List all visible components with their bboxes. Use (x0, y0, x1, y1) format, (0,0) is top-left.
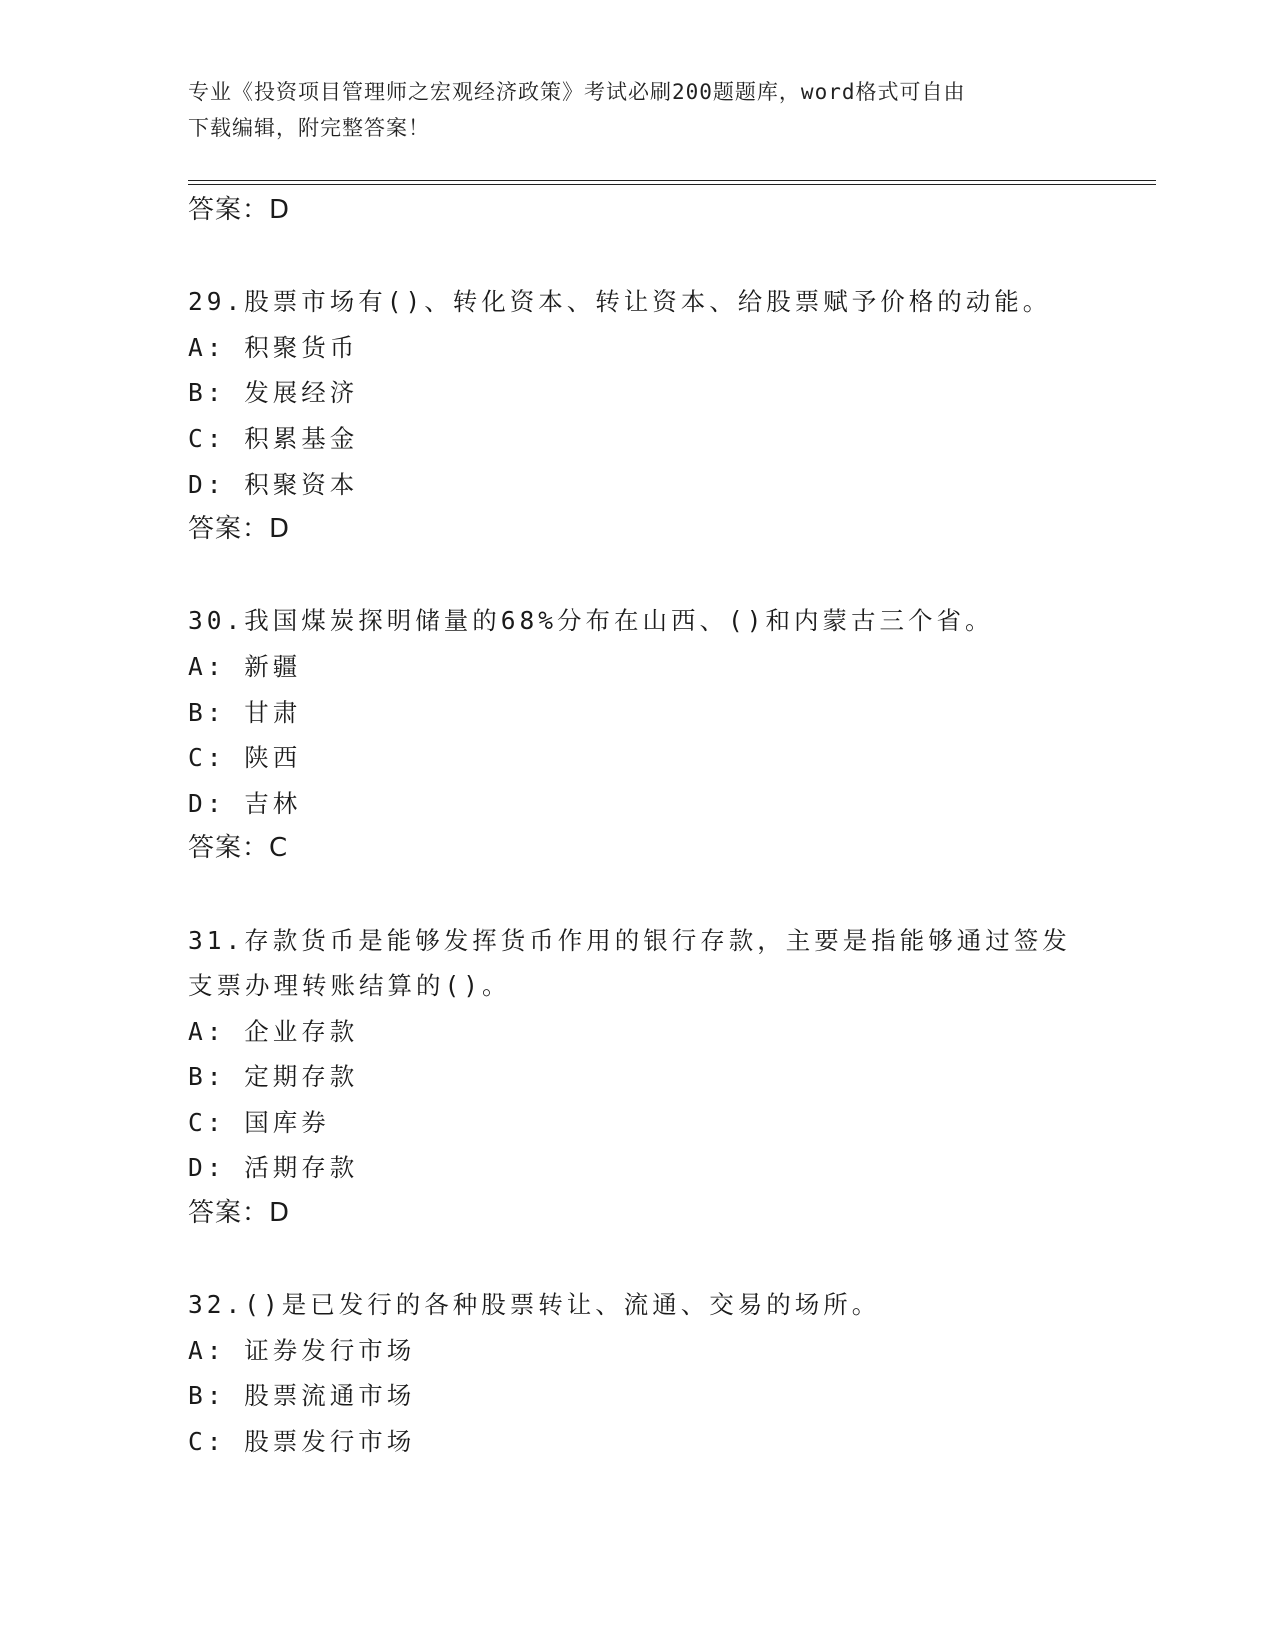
option-a: A: 积聚货币 (188, 332, 359, 362)
previous-answer: 答案：D (188, 195, 291, 225)
question-stem: 32.()是已发行的各种股票转让、流通、交易的场所。 (188, 1290, 881, 1320)
question-block (188, 279, 1088, 553)
spacer (188, 1237, 1088, 1283)
option-b: B: 定期存款 (188, 1062, 359, 1092)
option-d: D: 吉林 (188, 788, 302, 818)
header-line-1: 专业《投资项目管理师之宏观经济政策》考试必刷200题题库，word格式可自由 (188, 80, 966, 104)
question-list (188, 188, 1088, 1465)
option-b: B: 股票流通市场 (188, 1381, 416, 1411)
option-b: B: 发展经济 (188, 378, 359, 408)
question-stem: 30.我国煤炭探明储量的68%分布在山西、()和内蒙古三个省。 (188, 606, 994, 636)
header-divider-bottom (188, 184, 1156, 185)
option-b: B: 甘肃 (188, 697, 302, 727)
question-stem-line-1: 31.存款货币是能够发挥货币作用的银行存款，主要是指能够通过签发 (188, 925, 1071, 955)
option-a: A: 新疆 (188, 651, 302, 681)
option-d: D: 活期存款 (188, 1153, 359, 1183)
header-divider-top (188, 180, 1156, 181)
option-a: A: 证券发行市场 (188, 1335, 416, 1365)
question-stem-line-2: 支票办理转账结算的()。 (188, 971, 511, 1001)
spacer (188, 553, 1088, 599)
header-line-2: 下载编辑，附完整答案！ (188, 116, 430, 140)
document-header (188, 74, 1068, 146)
answer-line: 答案：D (188, 514, 291, 545)
question-block (188, 598, 1088, 872)
question-block (188, 1282, 1088, 1464)
option-c: C: 国库券 (188, 1107, 330, 1137)
option-c: C: 积累基金 (188, 423, 359, 453)
answer-line: 答案：D (188, 1198, 291, 1229)
option-d: D: 积聚资本 (188, 469, 359, 499)
spacer (188, 234, 1088, 280)
question-stem: 29.股票市场有()、转化资本、转让资本、给股票赋予价格的动能。 (188, 287, 1052, 317)
option-c: C: 陕西 (188, 743, 302, 773)
question-block (188, 918, 1088, 1237)
option-c: C: 股票发行市场 (188, 1427, 416, 1457)
spacer (188, 872, 1088, 918)
answer-line: 答案：C (188, 833, 289, 864)
option-a: A: 企业存款 (188, 1016, 359, 1046)
